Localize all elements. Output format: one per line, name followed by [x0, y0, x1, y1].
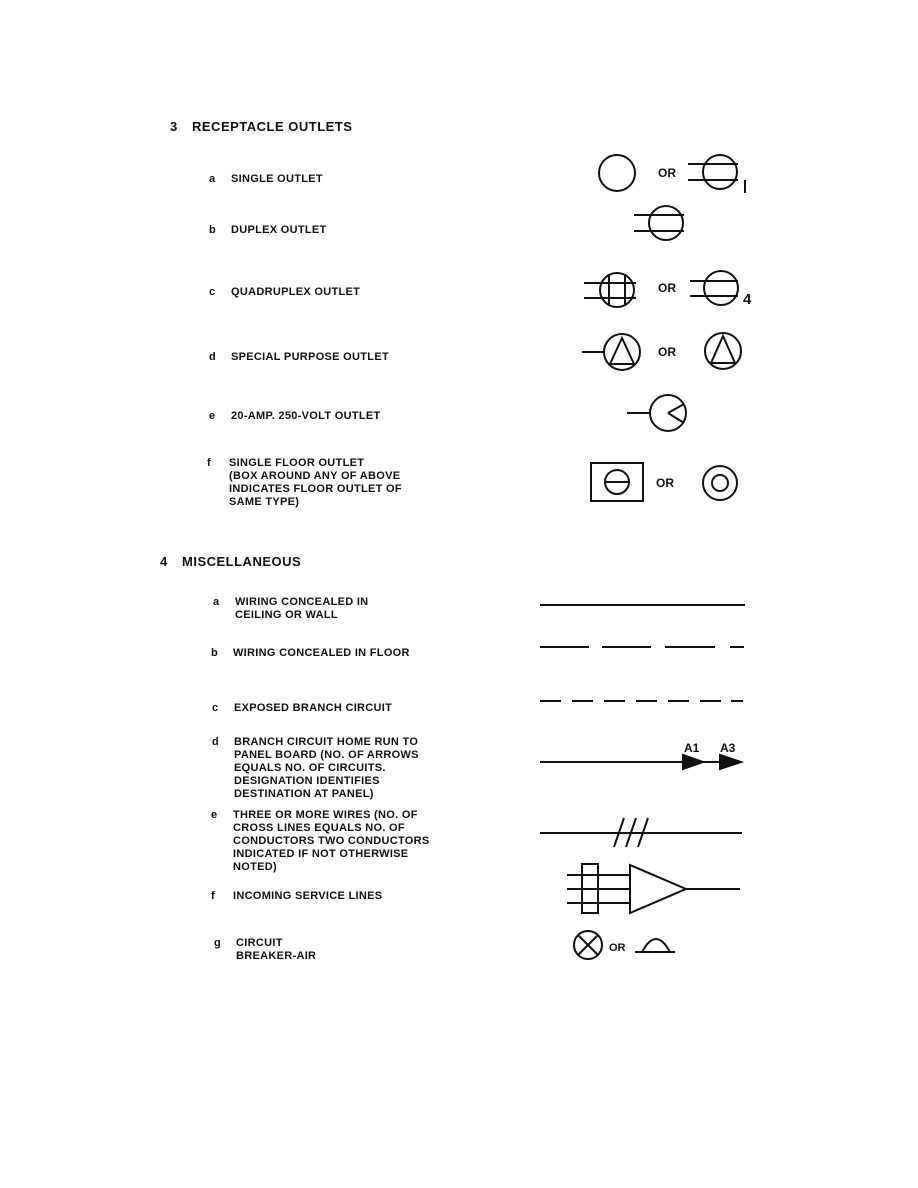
item-text: BREAKER-AIR	[236, 950, 317, 962]
item-text: NOTED)	[233, 861, 277, 873]
item-letter: f	[211, 890, 215, 902]
item-text: QUADRUPLEX OUTLET	[231, 286, 361, 298]
item-letter: g	[214, 937, 222, 949]
item-text: WIRING CONCEALED IN	[235, 596, 369, 608]
or-label: OR	[658, 281, 676, 295]
item-text: CIRCUIT	[236, 937, 283, 949]
item-text: CEILING OR WALL	[235, 609, 338, 621]
twenty-amp-outlet-symbol	[627, 395, 686, 431]
item-letter: d	[209, 351, 217, 363]
item-text: SINGLE OUTLET	[231, 173, 323, 185]
item-text: (BOX AROUND ANY OF ABOVE	[229, 470, 401, 482]
item-text: DESTINATION AT PANEL)	[234, 788, 374, 800]
item-text: SPECIAL PURPOSE OUTLET	[231, 351, 389, 363]
item-text: BRANCH CIRCUIT HOME RUN TO	[234, 736, 419, 748]
item-letter: e	[209, 410, 216, 422]
item-letter: a	[213, 596, 220, 608]
arrow-label-a1: A1	[684, 741, 700, 755]
item-text: EQUALS NO. OF CIRCUITS.	[234, 762, 386, 774]
item-letter: a	[209, 173, 216, 185]
section-title: RECEPTACLE OUTLETS	[192, 119, 353, 134]
item-text: INDICATED IF NOT OTHERWISE	[233, 848, 409, 860]
item-letter: b	[209, 224, 217, 236]
arrow-label-a3: A3	[720, 741, 736, 755]
item-letter: f	[207, 457, 211, 469]
item-text: 20-AMP. 250-VOLT OUTLET	[231, 410, 381, 422]
item-letter: b	[211, 647, 219, 659]
duplex-outlet-symbol	[634, 206, 684, 240]
home-run-symbol	[540, 755, 741, 769]
or-label: OR	[656, 476, 674, 490]
or-label: OR	[658, 345, 676, 359]
quadruplex-note: 4	[743, 291, 752, 308]
incoming-service-symbol	[567, 864, 740, 913]
item-text: DESIGNATION IDENTIFIES	[234, 775, 380, 787]
item-text: EXPOSED BRANCH CIRCUIT	[234, 702, 393, 714]
item-text: CROSS LINES EQUALS NO. OF	[233, 822, 405, 834]
item-letter: c	[209, 286, 216, 298]
item-letter: c	[212, 702, 219, 714]
item-text: INDICATES FLOOR OUTLET OF	[229, 483, 402, 495]
item-text: WIRING CONCEALED IN FLOOR	[233, 647, 410, 659]
item-text: SAME TYPE)	[229, 496, 300, 508]
item-text: INCOMING SERVICE LINES	[233, 890, 383, 902]
item-text: PANEL BOARD (NO. OF ARROWS	[234, 749, 419, 761]
section-number: 3	[170, 119, 178, 134]
item-text: CONDUCTORS TWO CONDUCTORS	[233, 835, 430, 847]
section-number: 4	[160, 554, 168, 569]
item-letter: d	[212, 736, 220, 748]
or-label: OR	[658, 166, 676, 180]
item-text: SINGLE FLOOR OUTLET	[229, 457, 365, 469]
section-title: MISCELLANEOUS	[182, 554, 302, 569]
three-wires-symbol	[540, 818, 742, 847]
or-label: OR	[609, 942, 626, 954]
item-letter: e	[211, 809, 218, 821]
item-text: DUPLEX OUTLET	[231, 224, 327, 236]
item-text: THREE OR MORE WIRES (NO. OF	[233, 809, 418, 821]
